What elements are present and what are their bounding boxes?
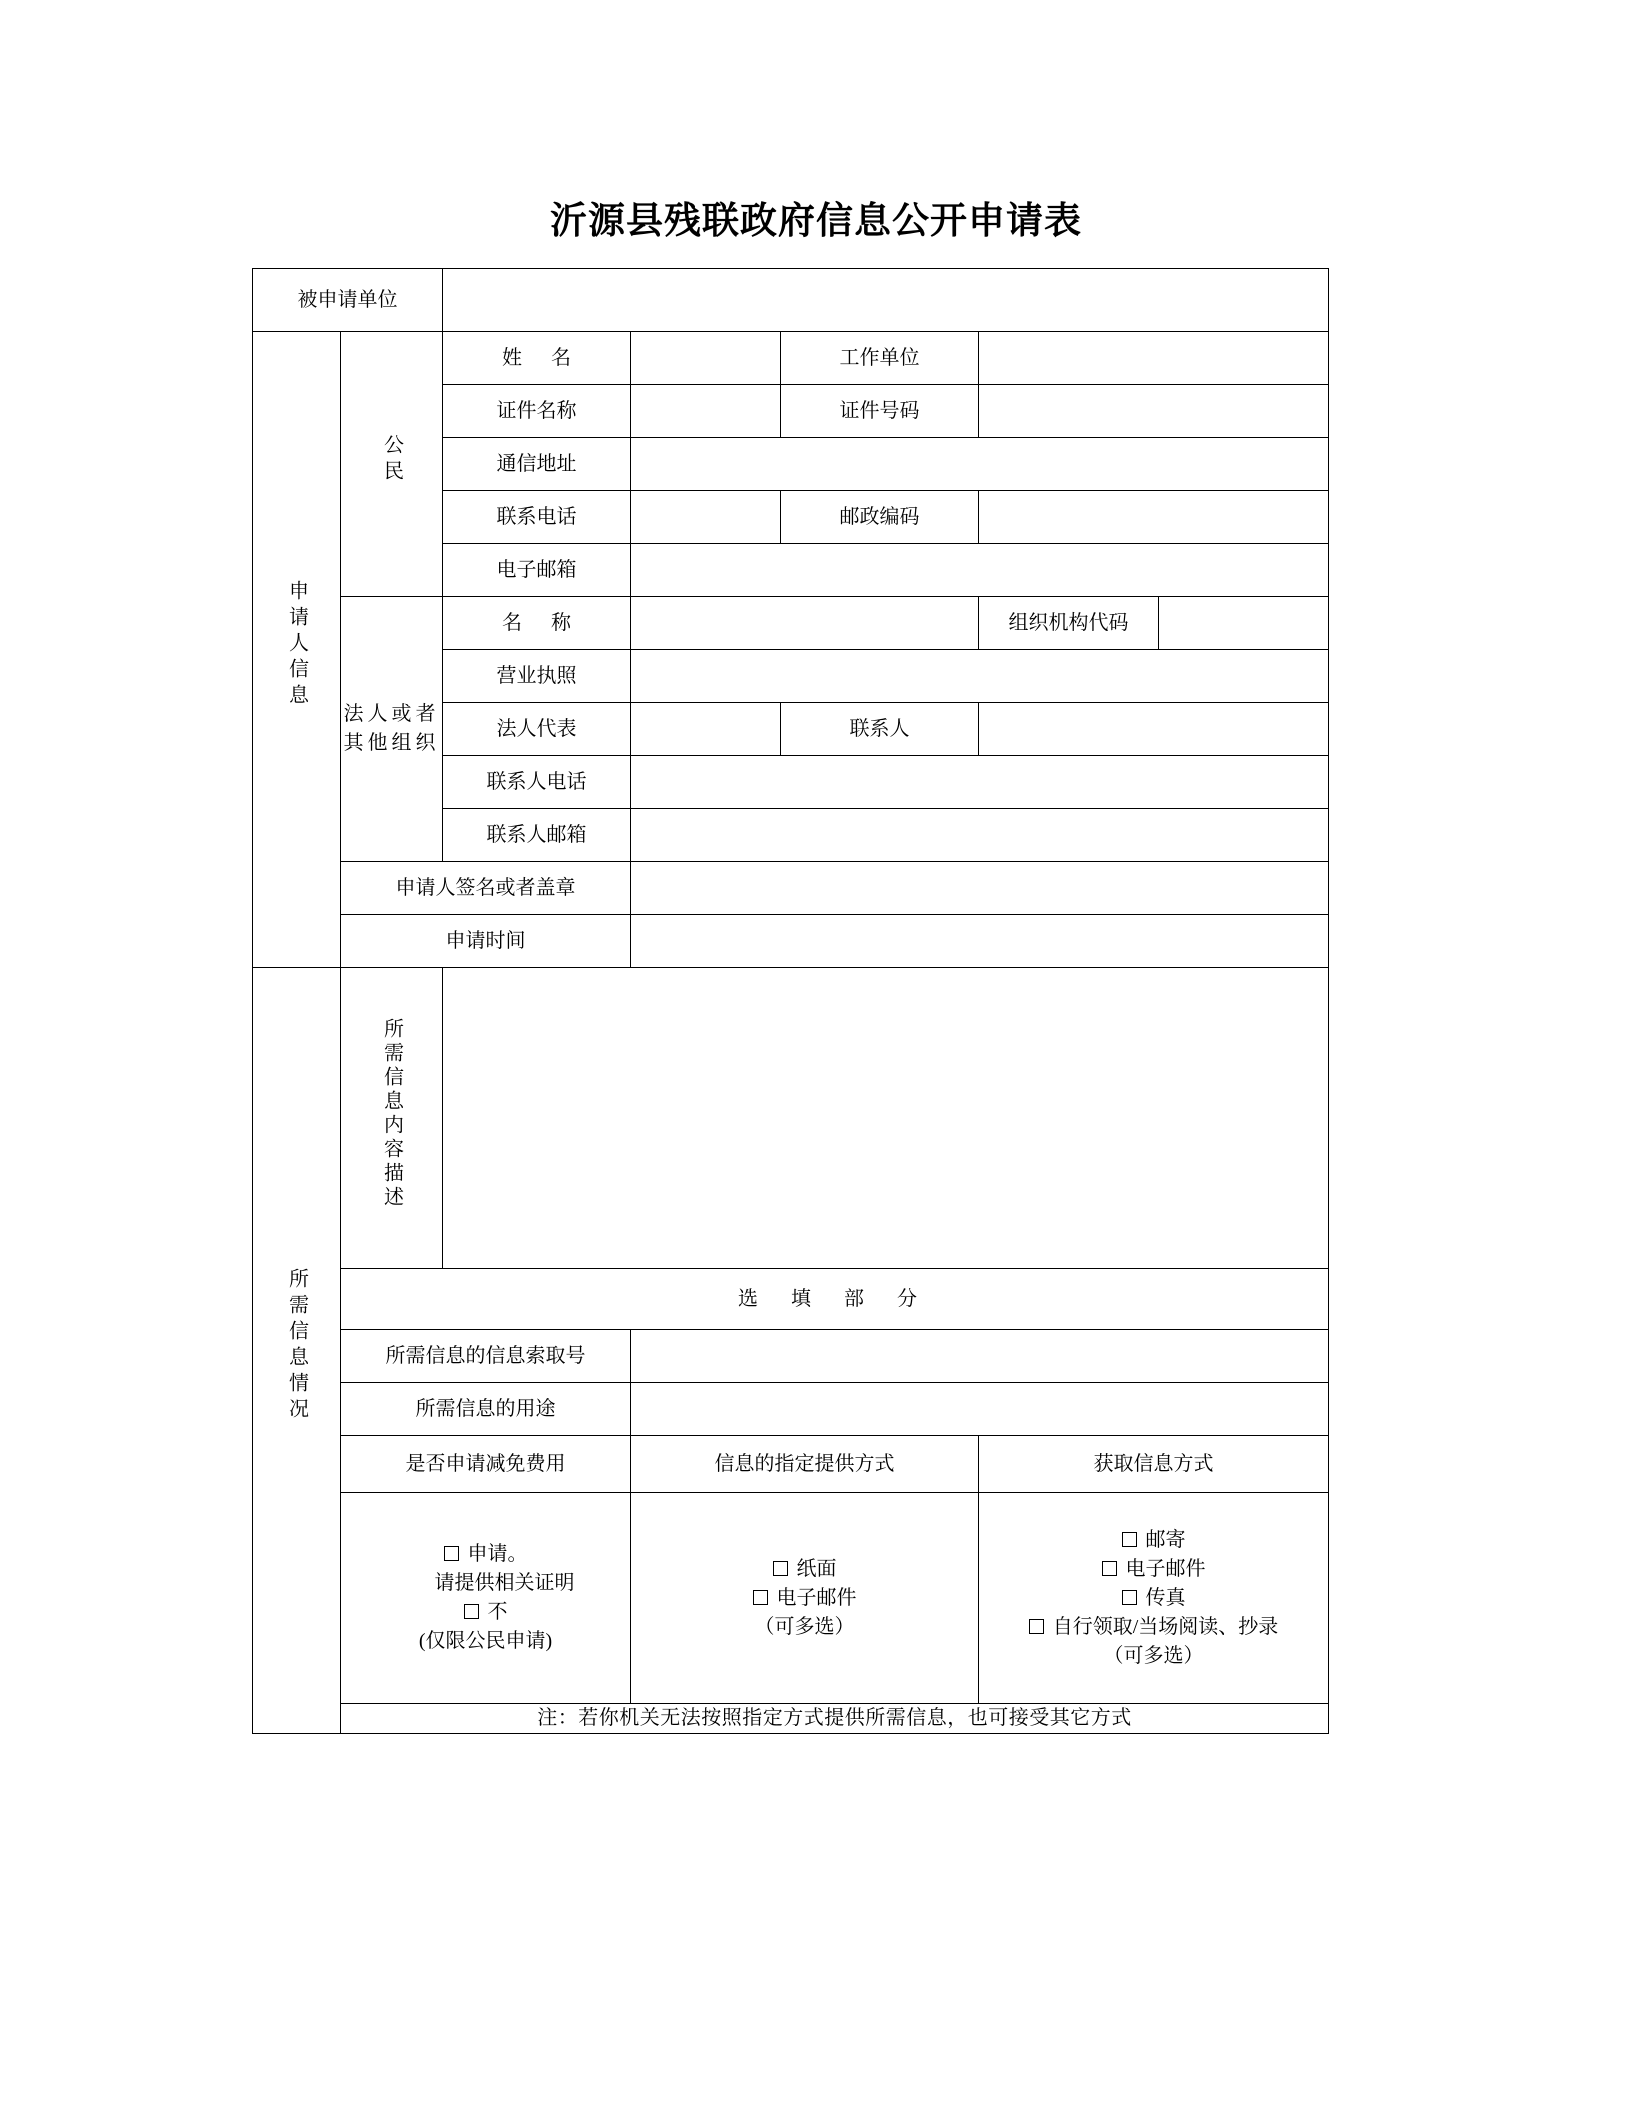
signature-label: 申请人签名或者盖章 [341,862,631,915]
fee-option-apply[interactable]: 申请。 [341,1540,630,1569]
legal-rep-value[interactable] [631,703,781,756]
obtain-option-multi-note: （可多选） [1103,1644,1204,1667]
checkbox-icon[interactable] [464,1604,479,1619]
provide-option-email[interactable]: 电子邮件 [631,1584,978,1613]
usage-value[interactable] [631,1383,1329,1436]
org-name-label: 名 称 [443,597,631,650]
license-value[interactable] [631,650,1329,703]
table-row [253,1493,1329,1704]
information-disclosure-application-form [252,268,1329,1734]
signature-value[interactable] [631,862,1329,915]
index-number-label: 所需信息的信息索取号 [341,1330,631,1383]
phone-label: 联系电话 [443,491,631,544]
cert-name-label: 证件名称 [443,385,631,438]
obtain-option-mail[interactable]: 邮寄 [979,1526,1328,1555]
table-row [253,1330,1329,1383]
table-row [253,1269,1329,1330]
contact-email-value[interactable] [631,809,1329,862]
table-row [253,332,1329,385]
table-row [253,1704,1329,1734]
apply-time-label: 申请时间 [341,915,631,968]
email-value[interactable] [631,544,1329,597]
obtain-options-cell [979,1493,1329,1704]
license-label: 营业执照 [443,650,631,703]
checkbox-icon[interactable] [1122,1590,1137,1605]
org-code-label: 组织机构代码 [979,597,1159,650]
obtain-option-email[interactable]: 电子邮件 [979,1555,1328,1584]
obtain-option-self-pickup[interactable]: 自行领取/当场阅读、抄录 [979,1613,1328,1642]
email-label: 电子邮箱 [443,544,631,597]
provide-options-cell [631,1493,979,1704]
provide-option-paper[interactable]: 纸面 [631,1555,978,1584]
form-note: 注：若你机关无法按照指定方式提供所需信息，也可接受其它方式 [341,1704,1329,1734]
contact-phone-value[interactable] [631,756,1329,809]
address-value[interactable] [631,438,1329,491]
provide-method-label: 信息的指定提供方式 [631,1436,979,1493]
desc-value[interactable] [443,968,1329,1269]
contact-label: 联系人 [781,703,979,756]
fee-option-limit-note: (仅限公民申请) [418,1630,553,1652]
apply-time-value[interactable] [631,915,1329,968]
obtain-option-fax[interactable]: 传真 [979,1584,1328,1613]
checkbox-icon[interactable] [1122,1532,1137,1547]
needed-info-section-label: 所需信息情况 [253,968,341,1734]
checkbox-icon[interactable] [444,1546,459,1561]
checkbox-icon[interactable] [753,1590,768,1605]
fee-option-apply-note: 请提供相关证明 [434,1572,575,1594]
cert-name-value[interactable] [631,385,781,438]
citizen-label [341,332,443,597]
usage-label: 所需信息的用途 [341,1383,631,1436]
checkbox-icon[interactable] [1102,1561,1117,1576]
checkbox-icon[interactable] [1029,1619,1044,1634]
legal-rep-label: 法人代表 [443,703,631,756]
desc-label: 所需信息内容描述 [341,968,443,1269]
cert-number-label: 证件号码 [781,385,979,438]
table-row [253,269,1329,332]
obtain-method-label: 获取信息方式 [979,1436,1329,1493]
contact-email-label: 联系人邮箱 [443,809,631,862]
table-row [253,1436,1329,1493]
postcode-label: 邮政编码 [781,491,979,544]
org-code-value[interactable] [1159,597,1329,650]
optional-section-title: 选 填 部 分 [341,1269,1329,1330]
fee-options-cell [341,1493,631,1704]
index-number-value[interactable] [631,1330,1329,1383]
postcode-value[interactable] [979,491,1329,544]
work-unit-label: 工作单位 [781,332,979,385]
checkbox-icon[interactable] [773,1561,788,1576]
page-title: 沂源县残联政府信息公开申请表 [550,200,1082,241]
table-row [253,968,1329,1269]
citizen-text: 公民 [380,433,403,486]
table-row [253,1383,1329,1436]
work-unit-value[interactable] [979,332,1329,385]
legal-person-label: 法人或者其他组织 [341,597,443,862]
applied-unit-label: 被申请单位 [253,269,443,332]
citizen-name-value[interactable] [631,332,781,385]
applicant-info-label [253,332,341,968]
org-name-value[interactable] [631,597,979,650]
citizen-name-label: 姓 名 [443,332,631,385]
phone-value[interactable] [631,491,781,544]
cert-number-value[interactable] [979,385,1329,438]
fee-option-no[interactable]: 不 [341,1598,630,1627]
contact-phone-label: 联系人电话 [443,756,631,809]
contact-value[interactable] [979,703,1329,756]
table-row [253,862,1329,915]
applied-unit-value[interactable] [443,269,1329,332]
table-row [253,915,1329,968]
provide-option-multi-note: （可多选） [754,1615,855,1638]
applicant-info-text: 申请人信息 [285,580,308,710]
address-label: 通信地址 [443,438,631,491]
table-row [253,597,1329,650]
fee-reduction-label: 是否申请减免费用 [341,1436,631,1493]
